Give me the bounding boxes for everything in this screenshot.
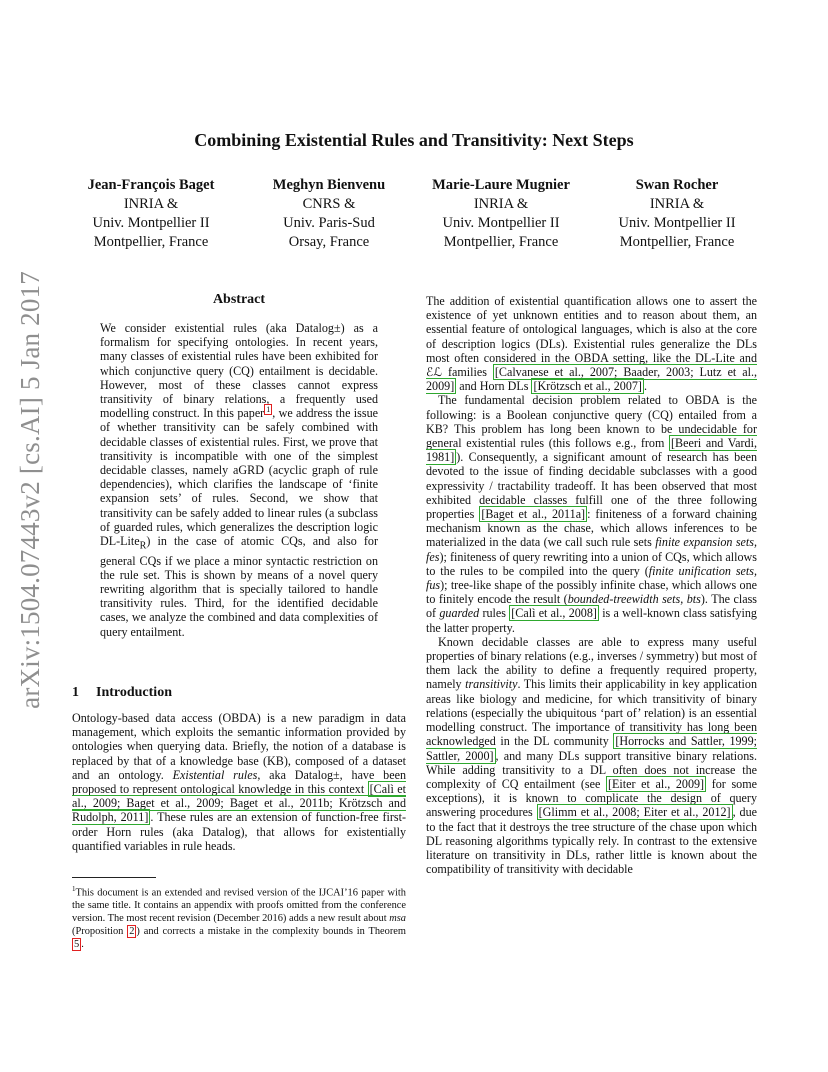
author-name: Marie-Laure Mugnier	[432, 177, 570, 193]
paper-title: Combining Existential Rules and Transitivity: Next Steps	[194, 130, 634, 150]
author-block	[592, 176, 762, 252]
author-affiliation: CNRS &	[302, 196, 356, 212]
abstract-heading: Abstract	[212, 292, 266, 307]
author-affiliation: Univ. Montpellier II	[92, 215, 210, 231]
author-block	[244, 176, 414, 252]
citation-link[interactable]: [Eiter et al., 2009]	[607, 776, 705, 791]
citation-link[interactable]: [Krötzsch et al., 2007]	[533, 379, 642, 394]
author-location: Montpellier, France	[619, 234, 735, 250]
section-title: Introduction	[96, 685, 172, 700]
footnote-divider	[72, 877, 156, 878]
footnote-link[interactable]: 1	[266, 405, 271, 415]
author-affiliation: Univ. Paris-Sud	[283, 215, 375, 231]
right-column	[426, 294, 757, 876]
author-name: Swan Rocher	[635, 177, 719, 193]
author-affiliation: Univ. Montpellier II	[618, 215, 736, 231]
arxiv-identifier: arXiv:1504.07443v2 [cs.AI] 5 Jan 2017	[14, 271, 45, 709]
author-block	[416, 176, 586, 252]
section-number: 1	[72, 685, 79, 700]
citation-link[interactable]: [Baget et al., 2011a]	[481, 507, 586, 522]
citation-link[interactable]: [Calì et al., 2009; Baget et al., 2009; Baget et al., 2011b; Krötzsch and Rudolph, 2011]	[72, 782, 407, 825]
author-affiliation: INRIA &	[123, 196, 179, 212]
author-affiliation: INRIA &	[473, 196, 529, 212]
paragraph: The fundamental decision problem related to OBDA is the following: is a Boolean conjunctive query (CQ) entailed from a KB? This problem has long been known to be undecidable for general existential rules (this follows e.g., from [Beeri and Vardi, 1981] ). Consequently, a significant amount of research has been devoted to the issue of finding decidable subclasses with a good expressivity / tractability tradeoff. It has been observed that most exhibited decidable classes fulfill one of the three following properties [Baget et al., 2011a] : finiteness of a forward chaining mechanism known as the chase, which allows inferences to be materialized in the data (we call such rule sets finite expansion sets, fes); finiteness of query rewriting into a union of CQs, which allows to the rules to be compiled into the query (finite unification sets, fus); tree-like shape of the possibly infinite chase, which allows one to finitely encode the result (bounded-treewidth sets, bts). The class of guarded rules [Calì et al., 2008] is a well-known class satisfying the latter property.	[426, 393, 757, 635]
section-heading	[72, 685, 172, 701]
footnote-mark: 1	[72, 885, 76, 893]
citation-link[interactable]: [Horrocks and Sattler, 1999; Sattler, 2000]	[426, 734, 757, 763]
footnote: $^1$This document is an extended and revised version of the IJCAI’16 paper with the same title. It contains an appendix with proofs omitted from the conference version. The most recent revision (December 2016) adds a new result about msa (Proposition 2 ) and corrects a mistake in the complexity bounds in Theorem 5 .	[72, 885, 406, 951]
citation-link[interactable]: [Calvanese et al., 2007; Baader, 2003; Lutz et al., 2009]	[426, 365, 757, 394]
abstract-body: We consider existential rules (aka Datalog±) as a formalism for specifying ontologies. In recent years, many classes of existential rules have been exhibited for which conjunctive query (CQ) entailment is decidable. However, most of these classes cannot express transitivity of binary relations, a frequently used modelling construct. In this paper $^1$ , we address the issue of whether transitivity can be safely combined with decidable classes of existential rules. First, we prove that transitivity is incompatible with one of the simplest decidable classes, namely aGRD (acyclic graph of rule dependencies), which clarifies the landscape of ‘finite expansion sets’ of rules. Second, we show that transitivity can be safely added to linear rules (a subclass of guarded rules, which generalizes the description logic DL-Lite$_R$) in the case of atomic CQs, and also for general CQs if we place a minor syntactic restriction on the rule set. This is shown by means of a novel query rewriting algorithm that is specially tailored to handle transitivity rules. Third, for the identified decidable cases, we analyze the combined and data complexities of query entailment.	[100, 321, 378, 639]
author-name: Jean-François Baget	[87, 177, 215, 193]
theorem-link[interactable]: 5	[74, 939, 80, 951]
intro-paragraph: Ontology-based data access (OBDA) is a new paradigm in data management, which exploits the semantic information provided by ontologies when querying data. Briefly, the notion of a database is replaced by that of a knowledge base (KB), composed of a dataset and an ontology. Existential rules, aka Datalog±, have been proposed to represent ontological knowledge in this context [Calì et al., 2009; Baget et al., 2009; Baget et al., 2011b; Krötzsch and Rudolph, 2011] . These rules are an extension of function-free first-order Horn rules (aka Datalog), that allows for existentially quantified variables in rule heads.	[72, 711, 407, 853]
paragraph: Known decidable classes are able to express many useful properties of binary relations (e.g., inverses / symmetry) but most of them lack the ability to define a frequently required property, namely transitivity. This limits their applicability in key application areas like biology and medicine, for which transitivity of binary relations (especially the ubiquitous ‘part of’ relation) is an essential modelling construct. The importance of transitivity has long been acknowledged in the DL community [Horrocks and Sattler, 1999; Sattler, 2000] , and many DLs support transitive binary relations. While adding transitivity to a DL often does not increase the complexity of CQ entailment (see [Eiter et al., 2009] for some exceptions), it is known to complicate the design of query answering procedures [Glimm et al., 2008; Eiter et al., 2012] , due to the fact that it destroys the tree structure of the chase upon which DL reasoning algorithms typically rely. In contrast to the extensive literature on transitivity in DLs, rather little is known about the compatibility of transitivity with decidable	[426, 634, 757, 877]
author-affiliation: Univ. Montpellier II	[442, 215, 560, 231]
citation-link[interactable]: [Beeri and Vardi, 1981]	[426, 436, 757, 465]
author-location: Montpellier, France	[93, 234, 209, 250]
author-location: Montpellier, France	[443, 234, 559, 250]
author-name: Meghyn Bienvenu	[272, 177, 386, 193]
author-block	[66, 176, 236, 252]
author-affiliation: INRIA &	[649, 196, 705, 212]
paragraph: The addition of existential quantification allows one to assert the existence of yet unknown entities and to reason about them, an essential feature of ontological languages, which is also at the core of description logics (DLs). Existential rules generalize the DLs most often considered in the OBDA setting, like the DL-Lite and ℰℒ families [Calvanese et al., 2007; Baader, 2003; Lutz et al., 2009] and Horn DLs [Krötzsch et al., 2007] .	[426, 294, 757, 394]
author-location: Orsay, France	[288, 234, 370, 250]
proposition-link[interactable]: 2	[129, 926, 135, 938]
citation-link[interactable]: [Glimm et al., 2008; Eiter et al., 2012]	[538, 805, 731, 820]
citation-link[interactable]: [Calì et al., 2008]	[511, 606, 597, 621]
